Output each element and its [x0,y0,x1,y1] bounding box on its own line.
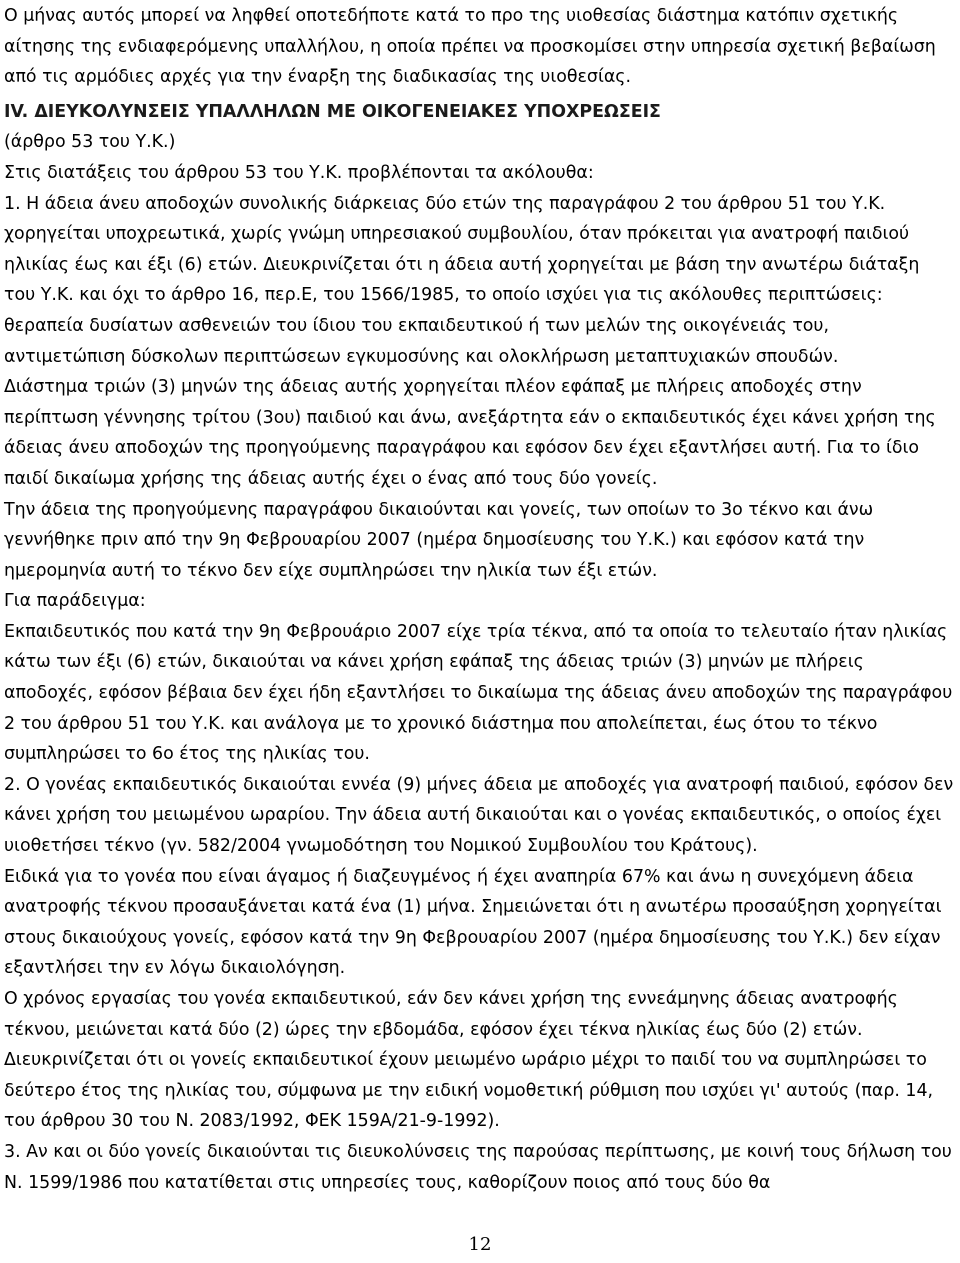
paragraph-item-3: 3. Αν και οι δύο γονείς δικαιούνται τις διευκολύνσεις της παρούσας περίπτωσης, με κοινή τους δήλωση του Ν. 1599/1986 που κατατίθεται στις υπηρεσίες τους, καθορίζουν ποιος από τους δύο θα [4,1141,952,1193]
paragraph-working-time: Ο χρόνος εργασίας του γονέα εκπαιδευτικού, εάν δεν κάνει χρήση της εννεάμηνης άδειας ανατροφής τέκνου, μειώνεται κατά δύο (2) ώρες την εβδομάδα, εφόσον έχει τέκνα ηλικίας έως δύο (2) ετών. [4,989,898,1040]
paragraph-provisions-intro: Στις διατάξεις του άρθρου 53 του Υ.Κ. προβλέπονται τα ακόλουθα: [4,162,594,183]
paragraph-item-1: 1. Η άδεια άνευ αποδοχών συνολικής διάρκειας δύο ετών της παραγράφου 2 του άρθρου 51 του Υ.Κ. χορηγείται υποχρεωτικά, χωρίς γνώμη υπηρεσιακού συμβουλίου, όταν πρόκειται για ανατροφή παιδιού ηλικίας έως και έξι (6) ετών. Διευκρινίζεται ότι η άδεια αυτή χορηγείται με βάση την ανωτέρω διάταξη του Υ.Κ. και όχι το άρθρο 16, περ.Ε, του 1566/1985, το οποίο ισχύει για τις ακόλουθες περιπτώσεις: θεραπεία δυσίατων ασθενειών του ίδιου του εκπαιδευτικού ή των μελών της οικογένειάς του, αντιμετώπιση δύσκολων περιπτώσεων εγκυμοσύνης και ολοκλήρωση μεταπτυχιακών σπουδών. [4,193,920,367]
paragraph-previous-leave: Την άδεια της προηγούμενης παραγράφου δικαιούνται και γονείς, των οποίων το 3ο τέκνο και άνω γεννήθηκε πριν από την 9η Φεβρουαρίου 2007 (ημέρα δημοσίευσης του Υ.Κ.) και εφόσον κατά την ημερομηνία αυτή το τέκνο δεν είχε συμπληρώσει την ηλικία των έξι ετών. [4,499,874,581]
paragraph-adoption-month: Ο μήνας αυτός μπορεί να ληφθεί οποτεδήποτε κατά το προ της υιοθεσίας διάστημα κατόπιν σχετικής αίτησης της ενδιαφερόμενης υπαλλήλου, η οποία πρέπει να προσκομίσει στην υπηρεσία σχετική βεβαίωση από τις αρμόδιες αρχές για την έναρξη της διαδικασίας της υιοθεσίας. [4,6,936,88]
paragraph-item-2: 2. Ο γονέας εκπαιδευτικός δικαιούται εννέα (9) μήνες άδεια με αποδοχές για ανατροφή παιδιού, εφόσον δεν κάνει χρήση του μειωμένου ωραρίου. Την άδεια αυτή δικαιούται και ο γονέας εκπαιδευτικός, ο οποίος έχει υιοθετήσει τέκνο (γν. 582/2004 γνωμοδότηση του Νομικού Συμβουλίου του Κράτους). [4,774,954,857]
paragraph-three-months: Διάστημα τριών (3) μηνών της άδειας αυτής χορηγείται πλέον εφάπαξ με πλήρεις αποδοχές στην περίπτωση γέννησης τρίτου (3ου) παιδιού και άνω, ανεξάρτητα εάν ο εκπαιδευτικός έχει κάνει χρήση της άδειας άνευ αποδοχών της προηγούμενης παραγράφου και εφόσον δεν έχει εξαντλήσει αυτή. Για το ίδιο παιδί δικαίωμα χρήσης της άδειας αυτής έχει ο ένας από τους δύο γονείς. [4,377,936,489]
section-heading: IV. ΔΙΕΥΚΟΛΥΝΣΕΙΣ ΥΠΑΛΛΗΛΩΝ ΜΕ ΟΙΚΟΓΕΝΕΙΑΚΕΣ ΥΠΟΧΡΕΩΣΕΙΣ [4,101,661,122]
paragraph-example-label: Για παράδειγμα: [4,591,146,612]
page-number: 12 [468,1234,492,1255]
section-heading-article-ref: (άρθρο 53 του Υ.Κ.) [4,132,176,153]
paragraph-clarification: Διευκρινίζεται ότι οι γονείς εκπαιδευτικοί έχουν μειωμένο ωράριο μέχρι το παιδί του να συμπληρώσει το δεύτερο έτος της ηλικίας του, σύμφωνα με την ειδική νομοθετική ρύθμιση που ισχύει γι' αυτούς (παρ. 14, του άρθρου 30 του Ν. 2083/1992, ΦΕΚ 159Α/21-9-1992). [4,1050,934,1132]
paragraph-single-parent: Ειδικά για το γονέα που είναι άγαμος ή διαζευγμένος ή έχει αναπηρία 67% και άνω η συνεχόμενη άδεια ανατροφής τέκνου προσαυξάνεται κατά ένα (1) μήνα. Σημειώνεται ότι η ανωτέρω προσαύξηση χορηγείται στους δικαιούχους γονείς, εφόσον κατά την 9η Φεβρουαρίου 2007 (ημέρα δημοσίευσης του Υ.Κ.) δεν είχαν εξαντλήσει την εν λόγω δικαιολόγηση. [4,866,942,979]
paragraph-example: Εκπαιδευτικός που κατά την 9η Φεβρουάριο 2007 είχε τρία τέκνα, από τα οποία το τελευταίο ήταν ηλικίας κάτω των έξι (6) ετών, δικαιούται να κάνει χρήση εφάπαξ της άδειας τριών (3) μηνών με πλήρεις αποδοχές, εφόσον βέβαια δεν έχει ήδη εξαντλήσει το δικαίωμα της άδειας άνευ αποδοχών της παραγράφου 2 του άρθρου 51 του Υ.Κ. και ανάλογα με το χρονικό διάστημα που απολείπεται, έως ότου το τέκνο συμπληρώσει το 6ο έτος της ηλικίας του. [4,621,953,765]
